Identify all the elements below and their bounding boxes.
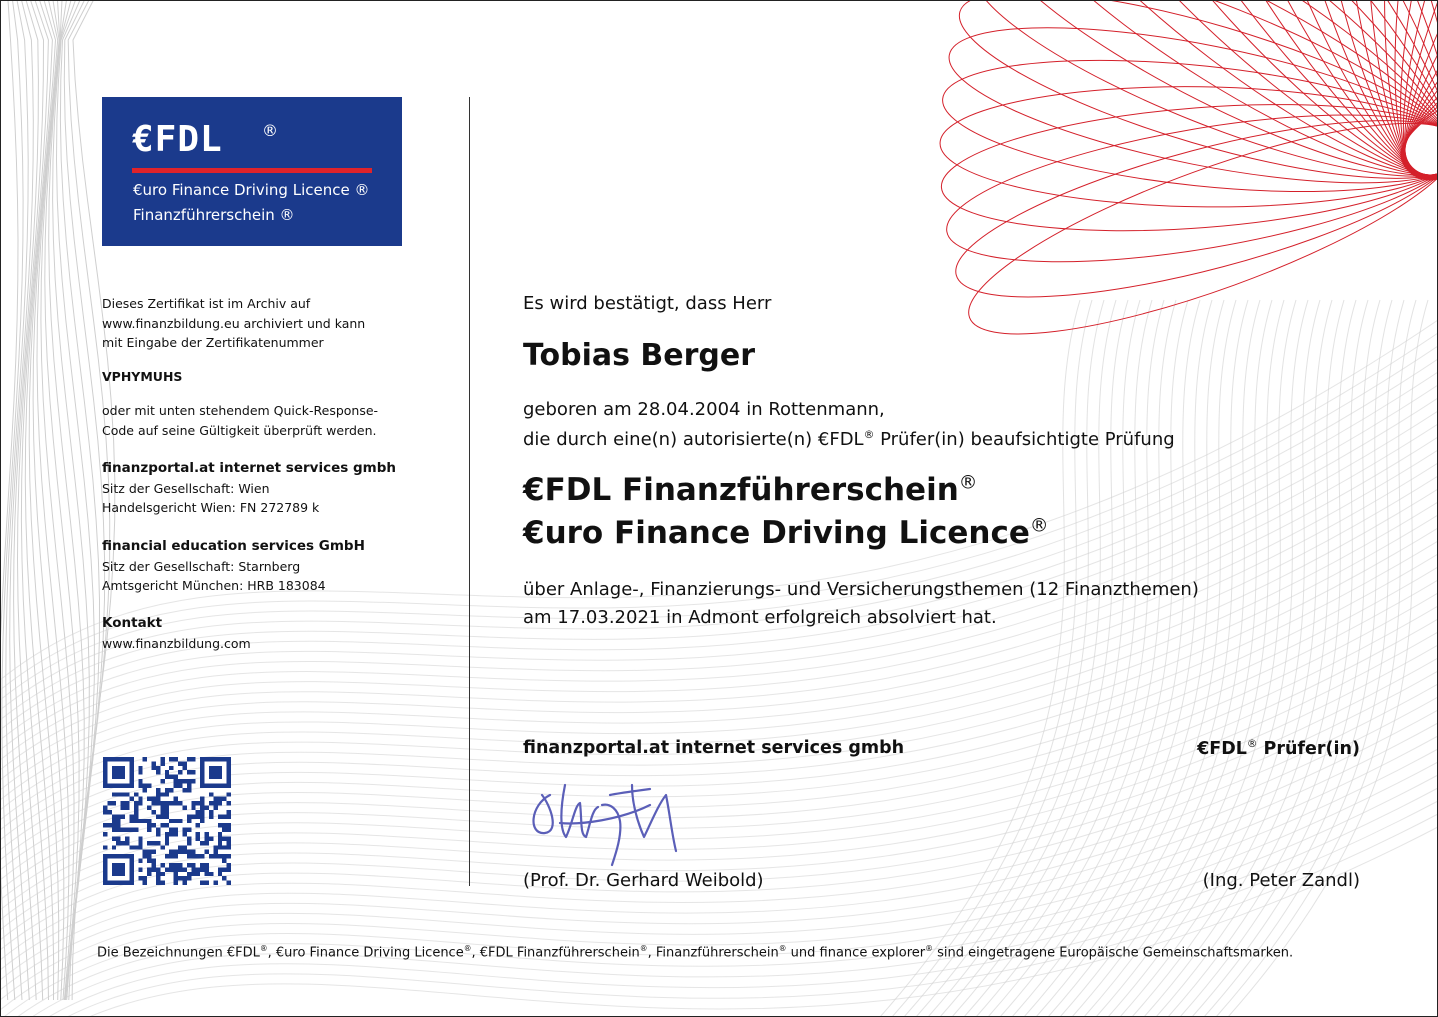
footer-part: sind eingetragene Europäische Gemeinschaftsmarken. <box>932 945 1294 961</box>
registered-mark: ® <box>639 944 648 953</box>
company-2-seat: Sitz der Gesellschaft: Starnberg <box>102 558 301 574</box>
registered-mark: ® <box>925 944 933 953</box>
registered-mark: ® <box>259 944 268 953</box>
footer-part: , Finanzführerschein <box>647 945 779 961</box>
company-1-info <box>102 459 396 518</box>
footer-part: , €FDL Finanzführerschein <box>471 945 640 961</box>
company-1-name: finanzportal.at internet services gmbh <box>102 460 396 476</box>
title-2-text: €uro Finance Driving Licence <box>523 515 1030 551</box>
archive-line: mit Eingabe der Zertifikatenummer <box>102 335 324 350</box>
registered-mark: ® <box>1029 515 1049 537</box>
efdl-logo <box>102 97 402 246</box>
completion-text: am 17.03.2021 in Admont erfolgreich absolviert hat. <box>523 607 997 628</box>
certificate-title-2 <box>523 515 1048 551</box>
registered-mark: ® <box>778 944 787 953</box>
recipient-name: Tobias Berger <box>523 338 756 373</box>
trademark-footer <box>97 944 1293 960</box>
signature-right-role <box>1197 738 1360 759</box>
birth-info: geboren am 28.04.2004 in Rottenmann, <box>523 399 885 420</box>
handwritten-signature <box>520 765 690 875</box>
footer-part: , €uro Finance Driving Licence <box>267 945 464 961</box>
footer-part: und finance explorer <box>786 945 926 961</box>
qr-code[interactable] <box>103 757 231 885</box>
logo-red-bar <box>132 168 372 173</box>
logo-subtitle-2: Finanzführerschein ® <box>133 206 295 224</box>
certificate-title-1 <box>523 472 977 508</box>
archive-line: Dieses Zertifikat ist im Archiv auf <box>102 296 311 311</box>
qr-info-line: oder mit unten stehendem Quick-Response- <box>102 403 379 418</box>
company-1-seat: Sitz der Gesellschaft: Wien <box>102 480 270 496</box>
company-1-court: Handelsgericht Wien: FN 272789 k <box>102 500 320 515</box>
supervision-part-1: die durch eine(n) autorisierte(n) €FDL <box>523 429 864 450</box>
qr-info-line: Code auf seine Gültigkeit überprüft werden. <box>102 422 377 438</box>
logo-mark: €FDL <box>132 119 223 160</box>
company-2-court: Amtsgericht München: HRB 183084 <box>102 578 326 593</box>
signatory-right-name: (Ing. Peter Zandl) <box>1202 870 1360 891</box>
supervision-part-2: Prüfer(in) beaufsichtigte Prüfung <box>874 429 1175 450</box>
contact-info <box>102 614 251 653</box>
registered-mark: ® <box>463 944 472 953</box>
signatory-left-name: (Prof. Dr. Gerhard Weibold) <box>523 870 764 891</box>
registered-mark: ® <box>958 472 978 494</box>
role-part-2: Prüfer(in) <box>1257 738 1360 759</box>
vertical-divider <box>469 97 470 886</box>
supervision-text <box>523 428 1175 450</box>
contact-label: Kontakt <box>102 615 163 631</box>
topics-text: über Anlage-, Finanzierungs- und Versicherungsthemen (12 Finanzthemen) <box>523 579 1199 600</box>
archive-info <box>102 294 365 353</box>
logo-registered-mark: ® <box>262 121 278 140</box>
title-1-text: €FDL Finanzführerschein <box>523 472 959 508</box>
contact-url[interactable]: www.finanzbildung.com <box>102 635 251 651</box>
archive-line: www.finanzbildung.eu archiviert und kann <box>102 315 366 331</box>
role-part-1: €FDL <box>1197 738 1247 759</box>
certificate-code: VPHYMUHS <box>102 369 183 384</box>
company-2-info <box>102 537 365 596</box>
qr-info <box>102 401 378 440</box>
registered-mark: ® <box>1246 738 1258 750</box>
logo-subtitle-1: €uro Finance Driving Licence ® <box>133 181 370 199</box>
company-2-name: financial education services GmbH <box>102 538 365 554</box>
intro-text: Es wird bestätigt, dass Herr <box>523 293 772 314</box>
signature-left-org: finanzportal.at internet services gmbh <box>523 738 905 758</box>
registered-mark: ® <box>863 428 875 441</box>
footer-part: Die Bezeichnungen €FDL <box>97 945 260 961</box>
